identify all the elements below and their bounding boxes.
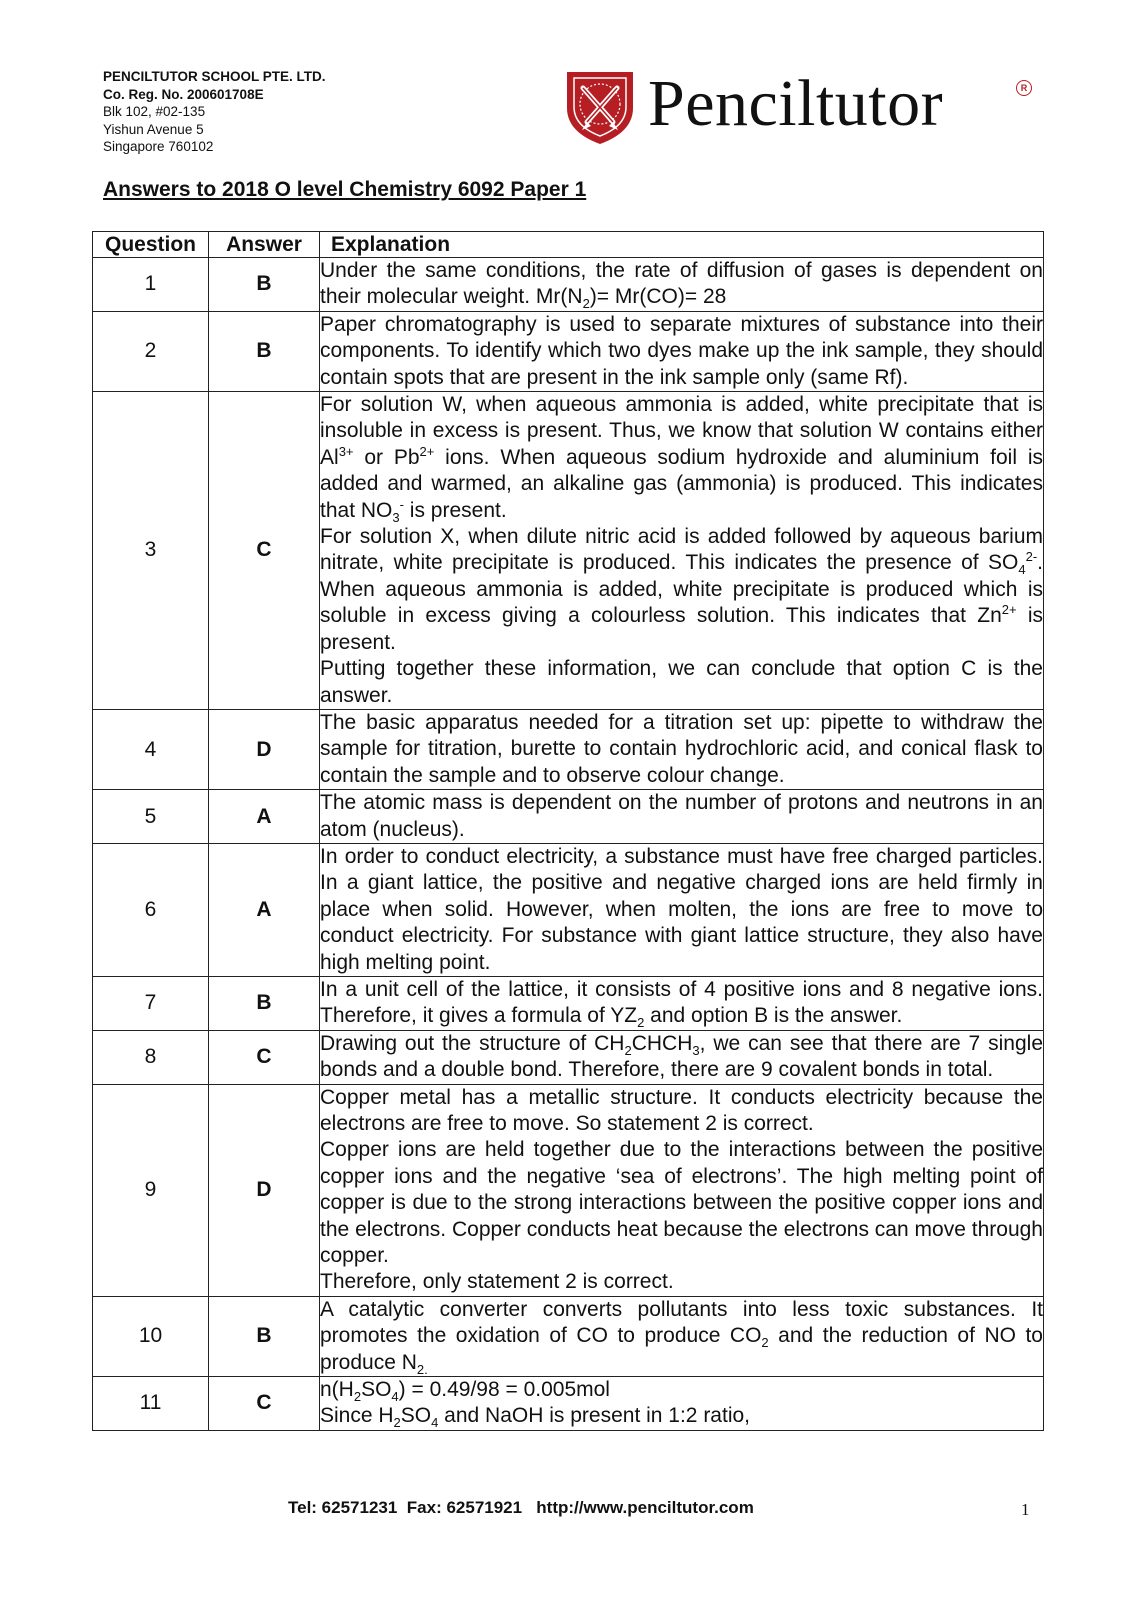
- table-row: [93, 1296, 1044, 1376]
- document-title: Answers to 2018 O level Chemistry 6092 Paper 1: [103, 178, 587, 201]
- registered-mark-icon: R: [1016, 80, 1032, 96]
- table-row: [93, 311, 1044, 391]
- explanation-column-header: Explanation: [320, 232, 1044, 258]
- shield-crest-icon: [563, 66, 637, 146]
- question-number: 4: [93, 709, 209, 789]
- explanation-paragraph: Copper ions are held together due to the interactions between the positive copper ions and the negative ‘sea of electrons’. The high melting point of copper is due to the strong interactions between the positive copper ions and the electrons. Copper conducts heat because the electrons can move through copper.: [320, 1138, 1043, 1268]
- table-row: [93, 790, 1044, 844]
- explanation-line: Since $H_2SO_4$ and NaOH is present in 1:2 ratio,: [320, 1404, 751, 1431]
- table-row: [93, 258, 1044, 312]
- footer-website-link[interactable]: http://www.penciltutor.com: [536, 1498, 754, 1517]
- answer-letter: C: [209, 1030, 320, 1084]
- explanation-paragraph: Copper metal has a metallic structure. It conducts electricity because the electrons are free to move. So statement 2 is correct.: [320, 1085, 1043, 1135]
- question-number: 9: [93, 1084, 209, 1296]
- explanation-cell: [320, 392, 1044, 710]
- table-row: [93, 1084, 1044, 1296]
- explanation-cell: The atomic mass is dependent on the number of protons and neutrons in an atom (nucleus).: [320, 790, 1044, 844]
- explanation-paragraph: Therefore, only statement 2 is correct.: [320, 1270, 674, 1294]
- answer-letter: B: [209, 258, 320, 312]
- table-header-row: [93, 232, 1044, 258]
- explanation-cell: [320, 1084, 1044, 1296]
- company-name: PENCILTUTOR SCHOOL PTE. LTD.: [103, 69, 326, 84]
- question-number: 3: [93, 392, 209, 710]
- table-row: [93, 1377, 1044, 1431]
- answer-column-header: Answer: [209, 232, 320, 258]
- question-column-header: Question: [93, 232, 209, 258]
- address-line-1: Blk 102, #02-135: [103, 104, 206, 119]
- explanation-cell: In order to conduct electricity, a substance must have free charged particles. In a giant lattice, the positive and negative charged ions are held firmly in place when solid. However, when molten, the ions are free to move to conduct electricity. For substance with giant lattice structure, they also have high melting point.: [320, 843, 1044, 976]
- answers-table: [92, 231, 1044, 1431]
- answer-letter: A: [209, 843, 320, 976]
- question-number: 11: [93, 1377, 209, 1431]
- answer-letter: C: [209, 1377, 320, 1431]
- answer-letter: D: [209, 1084, 320, 1296]
- answer-letter: B: [209, 311, 320, 391]
- table-row: [93, 709, 1044, 789]
- footer-contact: [288, 1498, 754, 1518]
- explanation-cell: Drawing out the structure of $CH_2CHCH_3$, we can see that there are 7 single bonds and a double bond. Therefore, there are 9 covalent bonds in total.: [320, 1030, 1044, 1084]
- question-number: 1: [93, 258, 209, 312]
- company-reg-number: Co. Reg. No. 200601708E: [103, 86, 264, 102]
- address-line-2: Yishun Avenue 5: [103, 121, 204, 137]
- explanation-cell: In a unit cell of the lattice, it consists of 4 positive ions and 8 negative ions. Therefore, it gives a formula of $YZ_2$ and option B is the answer.: [320, 977, 1043, 1031]
- question-number: 2: [93, 311, 209, 391]
- question-number: 7: [93, 976, 209, 1030]
- table-row: [93, 843, 1044, 976]
- answer-letter: C: [209, 392, 320, 710]
- company-info: [103, 68, 326, 156]
- answer-letter: A: [209, 790, 320, 844]
- question-number: 10: [93, 1296, 209, 1376]
- explanation-paragraph: Putting together these information, we can conclude that option C is the answer.: [320, 657, 1043, 707]
- footer-tel: Tel: 62571231: [288, 1498, 398, 1517]
- explanation-line: $n(H_2SO_4) = 0.49/98 = 0.005mol$: [320, 1378, 610, 1405]
- question-number: 6: [93, 843, 209, 976]
- question-number: 8: [93, 1030, 209, 1084]
- explanation-cell: Paper chromatography is used to separate mixtures of substance into their components. To identify which two dyes make up the ink sample, they should contain spots that are present in the ink sample only (same Rf).: [320, 311, 1044, 391]
- address-line-3: Singapore 760102: [103, 139, 214, 154]
- explanation-paragraph: For solution X, when dilute nitric acid is added followed by aqueous barium nitrate, white precipitate is produced. This indicates the presence of $SO_4^{2-}$. When aqueous ammonia is added, white precipitate is produced which is soluble in excess giving a colourless solution. This indicates that $Zn^{2+}$ is present.: [320, 525, 1043, 654]
- table-row: [93, 392, 1044, 710]
- explanation-paragraph: For solution W, when aqueous ammonia is added, white precipitate that is insoluble in excess is present. Thus, we know that solution W contains either $Al^{3+}$ or $Pb^{2+}$ ions. When aqueous sodium hydroxide and aluminium foil is added and warmed, an alkaline gas (ammonia) is produced. This indicates that $NO_3^-$ is present.: [320, 393, 1043, 525]
- answer-letter: D: [209, 709, 320, 789]
- question-number: 5: [93, 790, 209, 844]
- explanation-cell: The basic apparatus needed for a titration set up: pipette to withdraw the sample for titration, burette to contain hydrochloric acid, and conical flask to contain the sample and to observe colour change.: [320, 709, 1044, 789]
- answer-letter: B: [209, 1296, 320, 1376]
- footer-fax: Fax: 62571921: [406, 1498, 523, 1517]
- explanation-cell: [320, 1377, 1044, 1431]
- table-row: [93, 976, 1044, 1030]
- explanation-cell: A catalytic converter converts pollutants into less toxic substances. It promotes the oxidation of CO to produce $CO_2$ and the reduction of NO to produce $N_{2.}$: [320, 1297, 1043, 1377]
- explanation-cell: Under the same conditions, the rate of diffusion of gases is dependent on their molecular weight. $Mr(N_2)= Mr(CO)= 28$: [320, 259, 1043, 312]
- page-number: 1: [1021, 1500, 1030, 1519]
- answer-letter: B: [209, 976, 320, 1030]
- logo-wordmark: Penciltutor: [648, 67, 944, 140]
- table-row: [93, 1030, 1044, 1084]
- penciltutor-logo: [563, 66, 1033, 146]
